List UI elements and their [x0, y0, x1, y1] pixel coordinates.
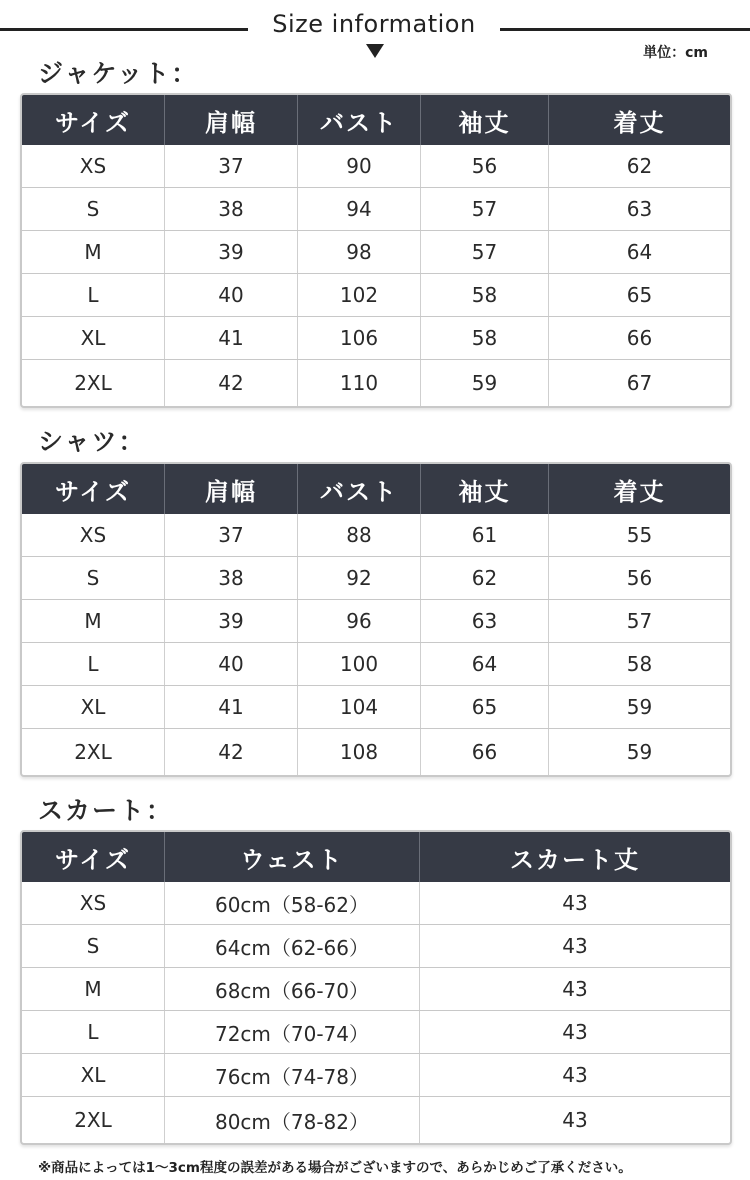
- table-cell: 43: [562, 934, 588, 958]
- table-row: [22, 557, 730, 600]
- table-cell: 92: [298, 557, 421, 599]
- table-cell: 38: [165, 188, 298, 230]
- table-row: [22, 1054, 730, 1097]
- table-cell: S: [22, 557, 165, 599]
- table-cell: 68cm（66-70）: [165, 968, 420, 1010]
- table-cell: 106: [298, 317, 421, 359]
- table-cell: 61: [421, 514, 549, 556]
- table-row: [22, 882, 730, 925]
- table-cell: 43: [562, 1063, 588, 1087]
- table-cell: L: [22, 274, 165, 316]
- table-cell: 58: [626, 652, 653, 676]
- table-header-row: [22, 832, 730, 882]
- column-header: ウェスト: [165, 832, 420, 882]
- table-cell: 41: [165, 686, 298, 728]
- table-cell: 94: [298, 188, 421, 230]
- table-row: [22, 729, 730, 775]
- table-row: [22, 317, 730, 360]
- jacket-size-table: [20, 93, 732, 408]
- table-cell: XL: [22, 686, 165, 728]
- table-cell: 104: [298, 686, 421, 728]
- down-arrow-icon: [366, 44, 384, 58]
- column-header: サイズ: [22, 95, 165, 145]
- table-cell: 100: [298, 643, 421, 685]
- table-cell: 56: [626, 566, 653, 590]
- column-header: バスト: [298, 95, 421, 145]
- unit-label: 単位：cm: [643, 45, 708, 61]
- table-row: [22, 145, 730, 188]
- table-cell: 59: [421, 360, 549, 406]
- table-row: [22, 968, 730, 1011]
- table-cell: 58: [421, 317, 549, 359]
- table-cell: 76cm（74-78）: [165, 1054, 420, 1096]
- column-header: スカート丈: [510, 845, 640, 874]
- table-row: [22, 231, 730, 274]
- table-cell: 59: [626, 695, 653, 719]
- table-cell: 39: [165, 600, 298, 642]
- table-cell: 38: [165, 557, 298, 599]
- table-cell: 41: [165, 317, 298, 359]
- table-cell: 2XL: [22, 729, 165, 775]
- table-cell: 43: [562, 1020, 588, 1044]
- table-cell: 42: [165, 360, 298, 406]
- table-cell: 65: [421, 686, 549, 728]
- page-title: Size information: [272, 10, 476, 38]
- table-cell: 2XL: [22, 360, 165, 406]
- column-header: 肩幅: [165, 464, 298, 514]
- table-cell: 63: [626, 197, 653, 221]
- column-header: 袖丈: [421, 464, 549, 514]
- table-cell: 40: [165, 643, 298, 685]
- table-cell: 63: [421, 600, 549, 642]
- column-header: 着丈: [613, 108, 666, 137]
- table-cell: L: [22, 1011, 165, 1053]
- table-cell: 67: [626, 371, 653, 395]
- table-cell: 88: [298, 514, 421, 556]
- column-header: 着丈: [613, 477, 666, 506]
- table-row: [22, 360, 730, 406]
- table-cell: XL: [22, 317, 165, 359]
- table-cell: XS: [22, 145, 165, 187]
- table-cell: 66: [421, 729, 549, 775]
- table-cell: 43: [562, 1108, 588, 1132]
- table-cell: 56: [421, 145, 549, 187]
- table-row: [22, 925, 730, 968]
- table-cell: 62: [626, 154, 653, 178]
- table-row: [22, 274, 730, 317]
- skirt-size-table: [20, 830, 732, 1145]
- table-cell: 62: [421, 557, 549, 599]
- header-rule-left: [0, 28, 248, 31]
- header-rule-right: [500, 28, 750, 31]
- table-row: [22, 514, 730, 557]
- table-cell: XS: [22, 514, 165, 556]
- table-cell: 57: [626, 609, 653, 633]
- table-cell: 80cm（78-82）: [165, 1097, 420, 1143]
- column-header: 袖丈: [421, 95, 549, 145]
- table-cell: 108: [298, 729, 421, 775]
- table-header-row: [22, 95, 730, 145]
- disclaimer-note: ※商品によっては1～3cm程度の誤差がある場合がございますので、あらかじめご了承ください。: [38, 1160, 632, 1176]
- column-header: サイズ: [22, 464, 165, 514]
- jacket-section-title: ジャケット：: [38, 59, 199, 88]
- table-cell: 55: [626, 523, 653, 547]
- table-header-row: [22, 464, 730, 514]
- table-cell: 43: [562, 977, 588, 1001]
- table-row: [22, 643, 730, 686]
- table-cell: 96: [298, 600, 421, 642]
- table-cell: M: [22, 231, 165, 273]
- table-cell: 64cm（62-66）: [165, 925, 420, 967]
- table-row: [22, 1097, 730, 1143]
- table-cell: 102: [298, 274, 421, 316]
- table-cell: 98: [298, 231, 421, 273]
- table-cell: 37: [165, 514, 298, 556]
- table-cell: L: [22, 643, 165, 685]
- table-cell: 64: [626, 240, 653, 264]
- table-cell: 66: [626, 326, 653, 350]
- column-header: サイズ: [22, 832, 165, 882]
- table-row: [22, 686, 730, 729]
- column-header: バスト: [298, 464, 421, 514]
- table-cell: 64: [421, 643, 549, 685]
- table-cell: 57: [421, 231, 549, 273]
- table-cell: 59: [626, 740, 653, 764]
- shirt-section-title: シャツ：: [38, 427, 146, 456]
- table-cell: 43: [562, 891, 588, 915]
- table-cell: 42: [165, 729, 298, 775]
- table-cell: 57: [421, 188, 549, 230]
- table-cell: 58: [421, 274, 549, 316]
- table-cell: 39: [165, 231, 298, 273]
- table-cell: 40: [165, 274, 298, 316]
- table-cell: 110: [298, 360, 421, 406]
- table-cell: 37: [165, 145, 298, 187]
- table-row: [22, 1011, 730, 1054]
- column-header: 肩幅: [165, 95, 298, 145]
- table-row: [22, 188, 730, 231]
- table-cell: 60cm（58-62）: [165, 882, 420, 924]
- shirt-size-table: [20, 462, 732, 777]
- table-cell: 72cm（70-74）: [165, 1011, 420, 1053]
- table-cell: M: [22, 600, 165, 642]
- table-cell: XL: [22, 1054, 165, 1096]
- table-cell: 2XL: [22, 1097, 165, 1143]
- table-cell: 65: [626, 283, 653, 307]
- table-cell: S: [22, 188, 165, 230]
- table-cell: 90: [298, 145, 421, 187]
- skirt-section-title: スカート：: [38, 796, 174, 825]
- table-cell: S: [22, 925, 165, 967]
- table-row: [22, 600, 730, 643]
- table-cell: M: [22, 968, 165, 1010]
- table-cell: XS: [22, 882, 165, 924]
